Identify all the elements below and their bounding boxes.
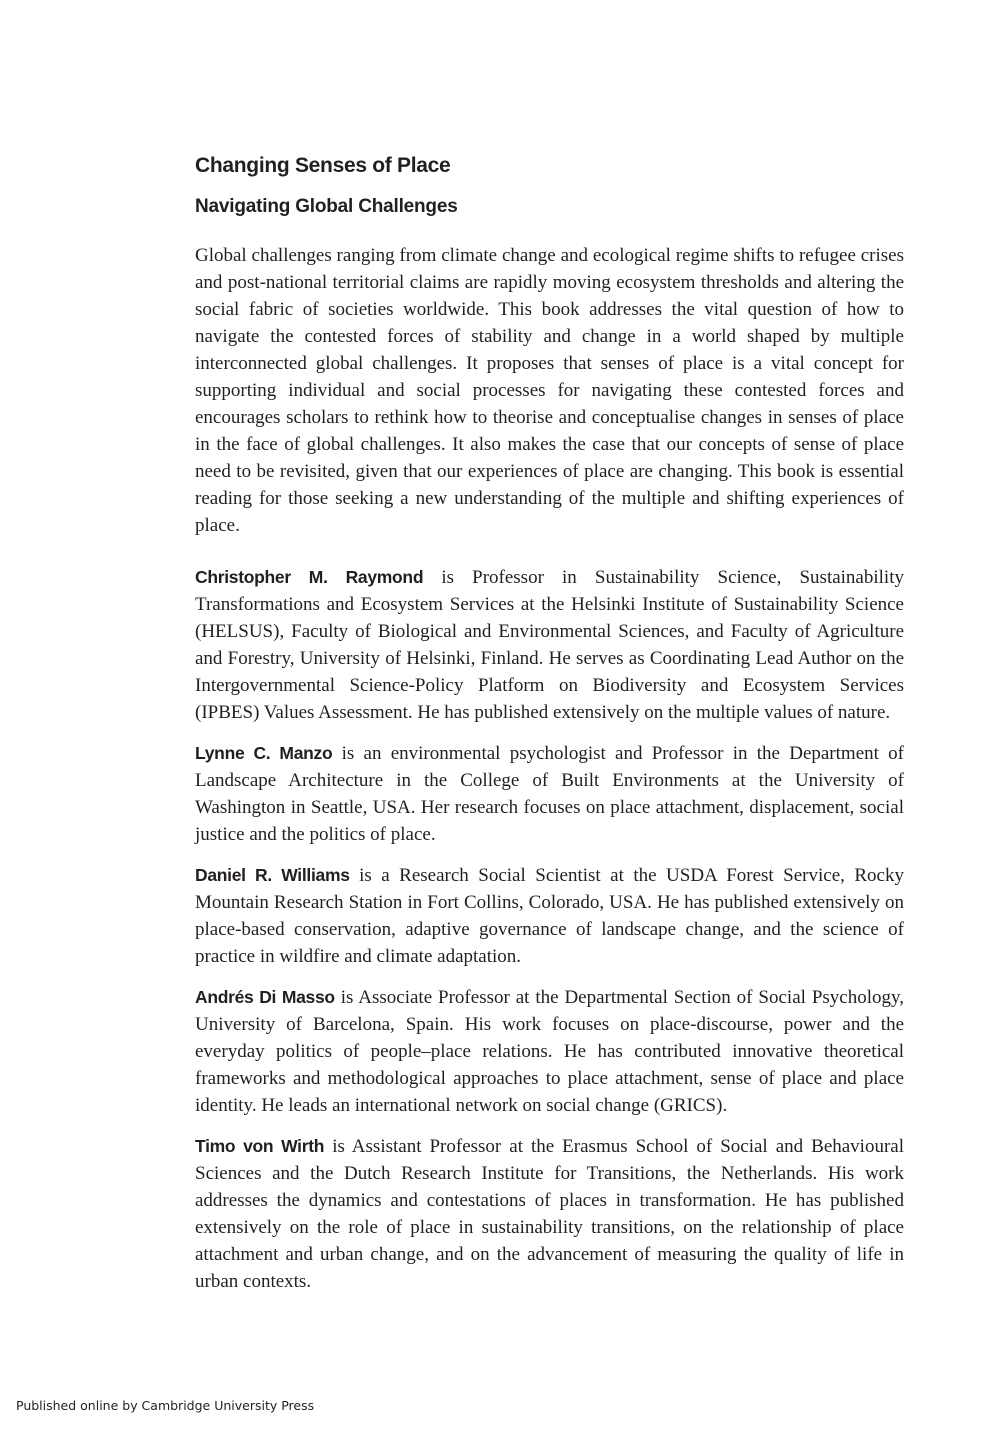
author-name: Timo von Wirth bbox=[195, 1136, 325, 1156]
book-title: Changing Senses of Place bbox=[195, 154, 451, 177]
book-subtitle: Navigating Global Challenges bbox=[195, 196, 458, 217]
author-bio bbox=[195, 984, 904, 1119]
author-bio-text: is a Research Social Scientist at the USDA Forest Service, Rocky Mountain Research Station in Fort Collins, Colorado, USA. He has published extensively on place-based conservation, adaptive governance of landscape change, and the science of practice in wildfire and climate adaptation. bbox=[195, 865, 904, 967]
author-bio-text: is Assistant Professor at the Erasmus School of Social and Behavioural Sciences and the Dutch Research Institute for Transitions, the Netherlands. His work addresses the dynamics and contestations of places in transformation. He has published extensively on the role of place in sustainability transitions, on the relationship of place attachment and urban change, and on the advancement of measuring the quality of life in urban contexts. bbox=[195, 1136, 904, 1292]
front-matter-page bbox=[195, 150, 904, 1309]
author-bios bbox=[195, 564, 904, 1295]
author-bio bbox=[195, 740, 904, 848]
author-name: Daniel R. Williams bbox=[195, 865, 350, 885]
author-bio-text: is Professor in Sustainability Science, Sustainability Transformations and Ecosystem Services at the Helsinki Institute of Sustainability Science (HELSUS), Faculty of Biological and Environmental Sciences, and Faculty of Agriculture and Forestry, University of Helsinki, Finland. He serves as Coordinating Lead Author on the Intergovernmental Science-Policy Platform on Biodiversity and Ecosystem Services (IPBES) Values Assessment. He has published extensively on the multiple values of nature. bbox=[195, 567, 904, 723]
author-name: Andrés Di Masso bbox=[195, 987, 335, 1007]
book-description: Global challenges ranging from climate change and ecological regime shifts to refugee crises and post-national territorial claims are rapidly moving ecosystem thresholds and altering the social fabric of societies worldwide. This book addresses the vital question of how to navigate the contested forces of stability and change in a world shaped by multiple interconnected global challenges. It proposes that senses of place is a vital concept for supporting individual and social processes for navigating these contested forces and encourages scholars to rethink how to theorise and conceptualise changes in senses of place in the face of global challenges. It also makes the case that our concepts of sense of place need to be revisited, given that our experiences of place are changing. This book is essential reading for those seeking a new understanding of the multiple and shifting experiences of place. bbox=[195, 245, 904, 536]
author-bio bbox=[195, 564, 904, 726]
author-bio bbox=[195, 862, 904, 970]
author-name: Lynne C. Manzo bbox=[195, 743, 333, 763]
author-bio-text: is Associate Professor at the Departmental Section of Social Psychology, University of Barcelona, Spain. His work focuses on place-discourse, power and the everyday politics of people–place relations. He has contributed innovative theoretical frameworks and methodological approaches to place attachment, sense of place and place identity. He leads an international network on social change (GRICS). bbox=[195, 987, 905, 1116]
author-bio-text: is an environmental psychologist and Professor in the Department of Landscape Architecture in the College of Built Environments at the University of Washington in Seattle, USA. Her research focuses on place attachment, displacement, social justice and the politics of place. bbox=[195, 743, 904, 845]
publisher-footer-note: Published online by Cambridge University Press bbox=[16, 1398, 315, 1413]
author-bio bbox=[195, 1133, 904, 1295]
author-name: Christopher M. Raymond bbox=[195, 567, 424, 587]
